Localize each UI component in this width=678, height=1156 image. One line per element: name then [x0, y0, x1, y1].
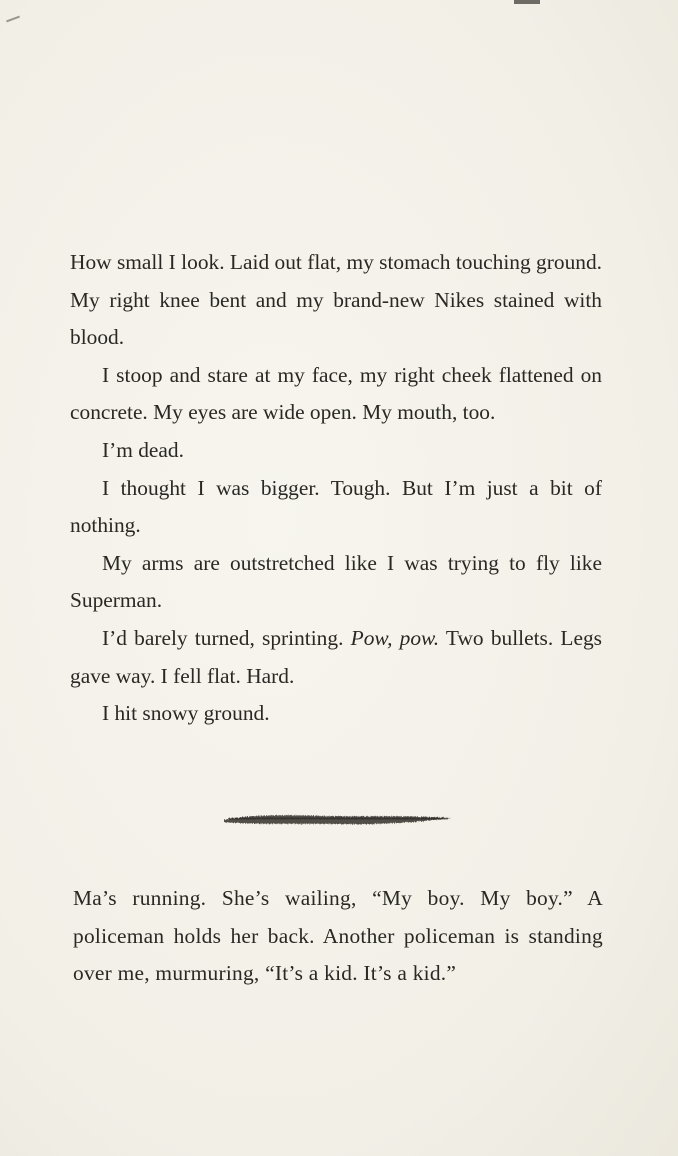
text-run: How small I look. Laid out flat, my stomach touching ground. My right knee bent and my brand-new Nikes stained with blood. — [70, 250, 602, 350]
paragraph — [70, 470, 602, 545]
text-run: Two bullets. Legs gave way. I fell flat. Hard. — [70, 625, 602, 688]
text-run: I’m dead. — [102, 437, 184, 462]
text-run: Ma’s running. She’s wailing, “My boy. My boy.” A policeman holds her back. Another policeman is standing over me, murmuring, “It’s a kid. It’s a kid.” — [73, 886, 603, 986]
body-text-top — [70, 244, 602, 733]
paragraph — [70, 244, 602, 357]
page-edge-mark — [6, 16, 20, 23]
paragraph — [70, 357, 602, 432]
text-run: I’d barely turned, sprinting. — [102, 625, 351, 650]
paragraph — [70, 432, 602, 470]
body-text-bottom — [73, 880, 603, 993]
page-top-tab — [514, 0, 540, 4]
text-run: I stoop and stare at my face, my right cheek flattened on concrete. My eyes are wide open. My mouth, too. — [70, 362, 602, 425]
italic-text: Pow, pow. — [350, 625, 440, 650]
section-break-brush-stroke — [220, 808, 456, 830]
paragraph — [73, 880, 603, 993]
text-run: I thought I was bigger. Tough. But I’m just a bit of nothing. — [70, 475, 602, 538]
text-run: My arms are outstretched like I was trying to fly like Superman. — [70, 550, 602, 613]
paragraph — [70, 695, 602, 733]
text-run: I hit snowy ground. — [102, 701, 270, 726]
paragraph — [70, 620, 602, 695]
paragraph — [70, 545, 602, 620]
